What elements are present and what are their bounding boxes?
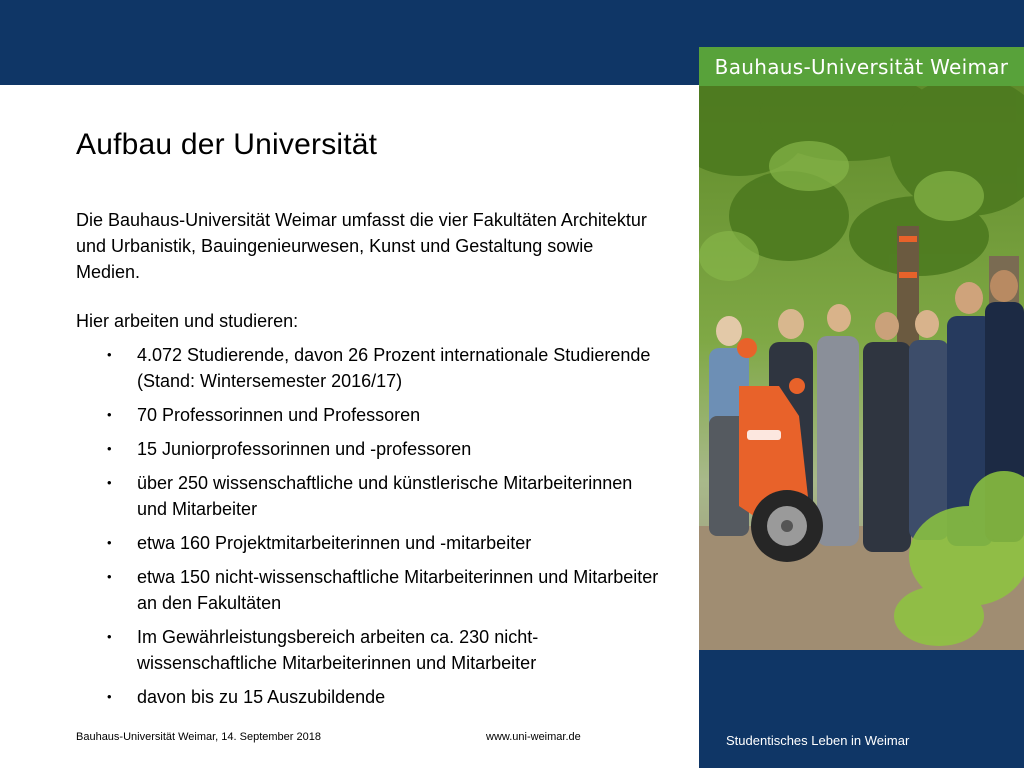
staff-statistics-list [107,342,667,718]
list-lead-text: Hier arbeiten und studieren: [76,311,299,331]
footer-date: Bauhaus-Universität Weimar, 14. September 2018 [76,731,321,743]
university-logo [699,47,1024,86]
list-item: • Im Gewährleistungsbereich arbeiten ca. 230 nicht-wissenschaftliche Mitarbeiterinnen und Mitarbeiter [107,624,667,676]
list-item: • etwa 160 Projektmitarbeiterinnen und -mitarbeiter [107,530,667,556]
list-item: • etwa 150 nicht-wissenschaftliche Mitarbeiterinnen und Mitarbeiter an den Fakultäten [107,564,667,616]
footer-url-link[interactable]: www.uni-weimar.de [486,731,581,743]
list-item: • davon bis zu 15 Auszubildende [107,684,667,710]
intro-paragraph: Die Bauhaus-Universität Weimar umfasst die vier Fakultäten Architektur und Urbanistik, Bauingenieurwesen, Kunst und Gestaltung sowie Medien. [76,210,647,282]
page-title: Aufbau der Universität [76,128,378,161]
university-logo-text: Bauhaus-Universität Weimar [714,54,1009,79]
list-item: • 70 Professorinnen und Professoren [107,402,667,428]
student-life-photo [699,86,1024,650]
list-item: • 4.072 Studierende, davon 26 Prozent internationale Studierende (Stand: Wintersemester 2016/17) [107,342,667,394]
photo-caption: Studentisches Leben in Weimar [726,733,910,748]
list-item: • über 250 wissenschaftliche und künstlerische Mitarbeiterinnen und Mitarbeiter [107,470,667,522]
list-item: • 15 Juniorprofessorinnen und -professoren [107,436,667,462]
